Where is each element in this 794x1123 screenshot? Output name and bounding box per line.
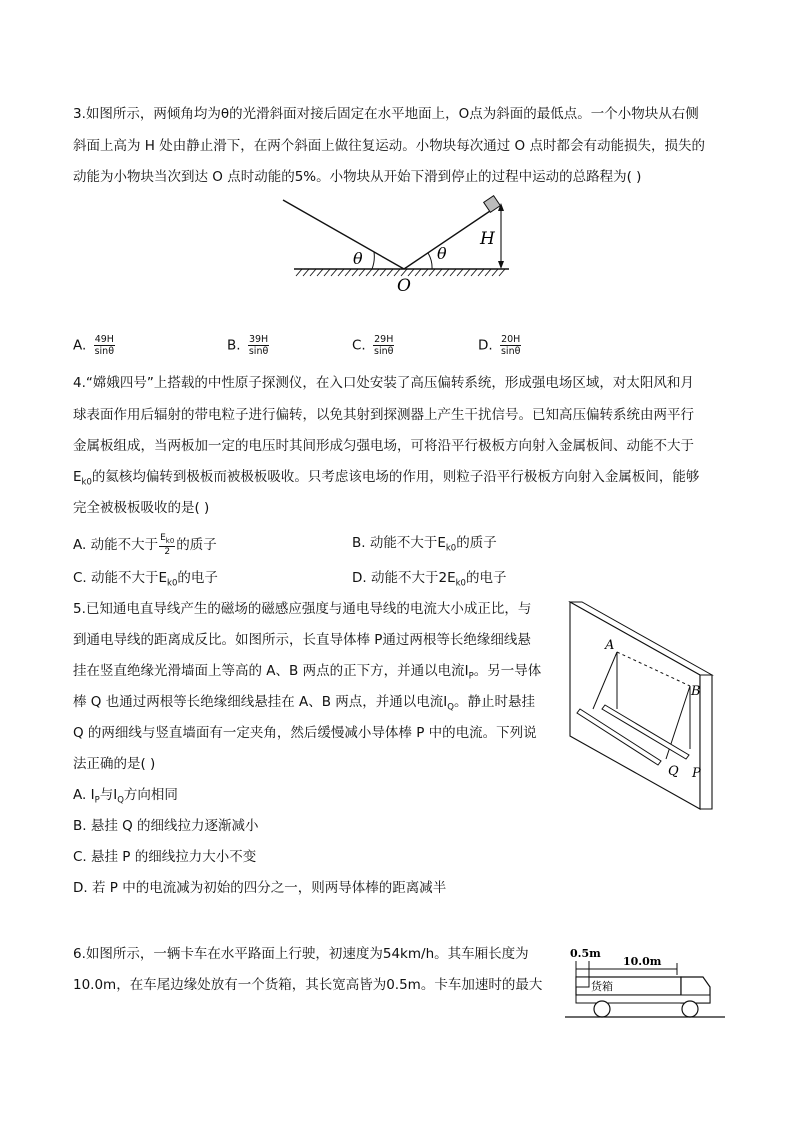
q6-truck-figure bbox=[565, 943, 730, 1025]
q4-line-4: $E_{k0}$的氦核均偏转到极板而被极板吸收。只考虑该电场的作用，则粒子沿平行极板方向射入金属板间，能够 bbox=[73, 469, 700, 488]
q5-option-b[interactable]: B. 悬挂 Q 的细线拉力逐渐减小 bbox=[73, 818, 259, 834]
point-o-label: O bbox=[397, 276, 411, 296]
q3-option-b[interactable]: B. $\frac{39H}{\sin\theta}$ bbox=[227, 334, 269, 357]
q3-line-1: 3.如图所示，两倾角均为θ的光滑斜面对接后固定在水平地面上，O点为斜面的最低点。一个小物块从右侧 bbox=[73, 106, 699, 122]
q6-line-1: 6.如图所示，一辆卡车在水平路面上行驶，初速度为54km/h。其车厢长度为 bbox=[73, 946, 529, 962]
q3-line-3: 动能为小物块当次到达 O 点时动能的5%。小物块从开始下滑到停止的过程中运动的总路程为( ) bbox=[73, 169, 642, 185]
q5-line-1: 5.已知通电直导线产生的磁场的磁感应强度与通电导线的电流大小成正比，与 bbox=[73, 601, 532, 617]
q5-line-3: 挂在竖直绝缘光滑墙面上等高的 A、B 两点的正下方，并通以电流$I_P$。另一导体 bbox=[73, 663, 542, 682]
q4-line-3: 金属板组成，当两板加一定的电压时其间形成匀强电场，可将沿平行极板方向射入金属板间、动能不大于 bbox=[73, 438, 694, 454]
q5-line-4: 棒 Q 也通过两根等长绝缘细线悬挂在 A、B 两点，并通以电流$I_Q$。静止时悬挂 bbox=[73, 694, 535, 713]
q4-option-a-fraction: $\frac{E_{k0}}{2}$ bbox=[160, 533, 175, 557]
box-size-label: 0.5m bbox=[570, 947, 601, 960]
q5-line-6: 法正确的是( ) bbox=[73, 756, 156, 772]
q5-line-5: Q 的两细线与竖直墙面有一定夹角，然后缓慢减小导体棒 P 中的电流。下列说 bbox=[73, 725, 537, 741]
q4-option-b[interactable]: B. 动能不大于$E_{k0}$的质子 bbox=[352, 535, 497, 554]
q4-option-d[interactable]: D. 动能不大于$2E_{k0}$的电子 bbox=[352, 570, 507, 589]
q5-option-c[interactable]: C. 悬挂 P 的细线拉力大小不变 bbox=[73, 849, 257, 865]
q4-line-1: 4.“嫦娥四号”上搭载的中性原子探测仪，在入口处安装了高压偏转系统，形成强电场区域，对太阳风和月 bbox=[73, 375, 694, 391]
cargo-box-label: 货箱 bbox=[591, 980, 613, 993]
q3-option-d-fraction: $\frac{20H}{\sin\theta}$ bbox=[500, 334, 521, 357]
rod-q-label: Q bbox=[668, 764, 679, 779]
q3-line-2: 斜面上高为 H 处由静止滑下，在两个斜面上做往复运动。小物块每次通过 O 点时都会有动能损失，损失的 bbox=[73, 138, 705, 154]
q5-option-a[interactable]: A. $I_P$与$I_Q$方向相同 bbox=[73, 787, 178, 806]
point-a-label: A bbox=[605, 638, 615, 653]
q5-wall-figure bbox=[565, 597, 725, 815]
q3-option-a-fraction: $\frac{49H}{\sin\theta}$ bbox=[94, 334, 115, 357]
q4-line-2: 球表面作用后辐射的带电粒子进行偏转，以免其射到探测器上产生干扰信号。已知高压偏转系统由两平行 bbox=[73, 407, 694, 423]
q4-option-c[interactable]: C. 动能不大于$E_{k0}$的电子 bbox=[73, 570, 218, 589]
point-b-label: B bbox=[691, 684, 701, 699]
q3-option-a[interactable]: A. $\frac{49H}{\sin\theta}$ bbox=[73, 334, 115, 357]
q3-option-d[interactable]: D. $\frac{20H}{\sin\theta}$ bbox=[478, 334, 521, 357]
q3-option-c-fraction: $\frac{29H}{\sin\theta}$ bbox=[374, 334, 394, 357]
q3-option-b-fraction: $\frac{39H}{\sin\theta}$ bbox=[248, 334, 269, 357]
rod-p-label: P bbox=[692, 766, 701, 781]
q4-option-a[interactable]: A. 动能不大于 $\frac{E_{k0}}{2}$ 的质子 bbox=[73, 533, 217, 557]
theta-right-label: θ bbox=[437, 244, 447, 263]
q3-incline-figure bbox=[276, 192, 516, 298]
q5-line-2: 到通电导线的距离成反比。如图所示，长直导体棒 P通过两根等长绝缘细线悬 bbox=[73, 632, 531, 648]
q6-line-2: 10.0m，在车尾边缘处放有一个货箱，其长宽高皆为0.5m。卡车加速时的最大 bbox=[73, 977, 543, 993]
height-label: H bbox=[480, 229, 495, 249]
bed-length-label: 10.0m bbox=[623, 955, 662, 968]
q4-line-5: 完全被极板吸收的是( ) bbox=[73, 500, 210, 516]
q5-option-d[interactable]: D. 若 P 中的电流减为初始的四分之一，则两导体棒的距离减半 bbox=[73, 880, 447, 896]
q3-option-c[interactable]: C. $\frac{29H}{\sin\theta}$ bbox=[352, 334, 394, 357]
theta-left-label: θ bbox=[353, 249, 363, 268]
